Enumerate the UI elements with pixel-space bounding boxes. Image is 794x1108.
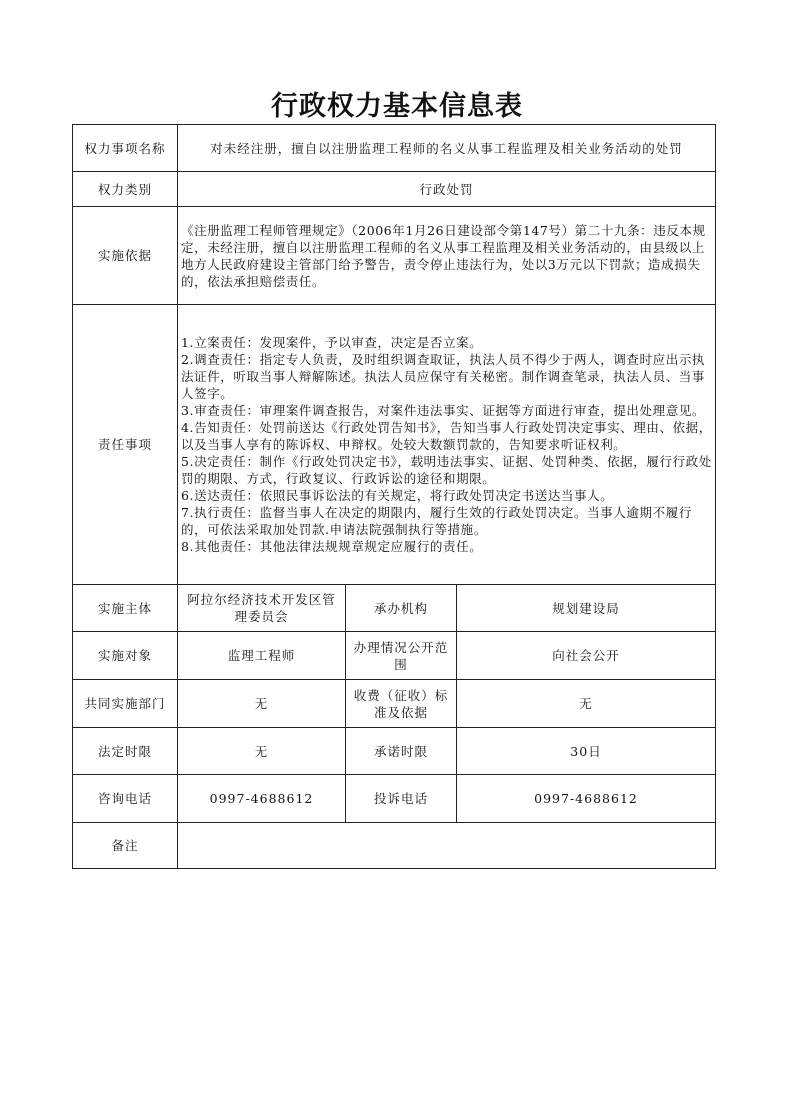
responsibility-item: 1.立案责任：发现案件，予以审查，决定是否立案。	[181, 335, 483, 350]
label-basis: 实施依据	[73, 207, 178, 305]
value-complaint-phone: 0997-4688612	[457, 775, 716, 823]
row-name	[73, 125, 716, 172]
row-phone	[73, 775, 716, 823]
label-agency: 承办机构	[346, 585, 457, 632]
page-title: 行政权力基本信息表	[271, 91, 523, 122]
row-timelimit	[73, 728, 716, 775]
label-name: 权力事项名称	[73, 125, 178, 172]
value-category: 行政处罚	[178, 172, 716, 207]
label-promised-time: 承诺时限	[346, 728, 457, 775]
label-target: 实施对象	[73, 632, 178, 680]
value-agency: 规划建设局	[457, 585, 716, 632]
value-disclosure: 向社会公开	[457, 632, 716, 680]
value-consult-phone: 0997-4688612	[178, 775, 346, 823]
label-disclosure: 办理情况公开范围	[346, 632, 457, 680]
value-responsibilities	[178, 305, 716, 585]
label-responsibilities: 责任事项	[73, 305, 178, 585]
row-remarks	[73, 823, 716, 869]
label-joint: 共同实施部门	[73, 680, 178, 728]
value-promised-time: 30日	[457, 728, 716, 775]
value-target: 监理工程师	[178, 632, 346, 680]
value-joint: 无	[178, 680, 346, 728]
value-name: 对未经注册，擅自以注册监理工程师的名义从事工程监理及相关业务活动的处罚	[178, 125, 716, 172]
value-remarks	[178, 823, 716, 869]
label-legal-time: 法定时限	[73, 728, 178, 775]
label-remarks: 备注	[73, 823, 178, 869]
label-consult-phone: 咨询电话	[73, 775, 178, 823]
responsibility-item: 8.其他责任：其他法律法规规章规定应履行的责任。	[181, 539, 483, 554]
label-category: 权力类别	[73, 172, 178, 207]
row-basis	[73, 207, 716, 305]
info-table	[72, 124, 716, 869]
row-responsibilities	[73, 305, 716, 585]
responsibility-item: 4.告知责任：处罚前送达《行政处罚告知书》，告知当事人行政处罚决定事实、理由、依据，以及当事人享有的陈诉权、申辩权。处较大数额罚款的，告知要求听证权利。	[181, 420, 712, 452]
value-basis: 《注册监理工程师管理规定》（2006年1月26日建设部令第147号）第二十九条：违反本规定，未经注册，擅自以注册监理工程师的名义从事工程监理及相关业务活动的，由县级以上地方人民政府建设主管部门给予警告，责令停止违法行为，处以3万元以下罚款；造成损失的，依法承担赔偿责任。	[178, 207, 716, 305]
row-category	[73, 172, 716, 207]
responsibility-item: 2.调查责任：指定专人负责，及时组织调查取证，执法人员不得少于两人，调查时应出示执法证件，听取当事人辩解陈述。执法人员应保守有关秘密。制作调查笔录，执法人员、当事人签字。	[181, 352, 706, 401]
value-legal-time: 无	[178, 728, 346, 775]
label-complaint-phone: 投诉电话	[346, 775, 457, 823]
responsibility-item: 3.审查责任：审理案件调查报告，对案件违法事实、证据等方面进行审查，提出处理意见。	[181, 403, 706, 418]
row-subject	[73, 585, 716, 632]
row-joint	[73, 680, 716, 728]
value-fee: 无	[457, 680, 716, 728]
responsibility-item: 5.决定责任：制作《行政处罚决定书》，载明违法事实、证据、处罚种类、依据，履行行政处罚的期限、方式，行政复议、行政诉讼的途径和期限。	[181, 454, 712, 486]
row-target	[73, 632, 716, 680]
label-subject: 实施主体	[73, 585, 178, 632]
responsibility-item: 6.送达责任：依照民事诉讼法的有关规定，将行政处罚决定书送达当事人。	[181, 488, 614, 503]
value-subject: 阿拉尔经济技术开发区管理委员会	[178, 585, 346, 632]
label-fee: 收费（征收）标准及依据	[346, 680, 457, 728]
responsibility-item: 7.执行责任：监督当事人在决定的期限内，履行生效的行政处罚决定。当事人逾期不履行的，可依法采取加处罚款.申请法院强制执行等措施。	[181, 505, 692, 537]
